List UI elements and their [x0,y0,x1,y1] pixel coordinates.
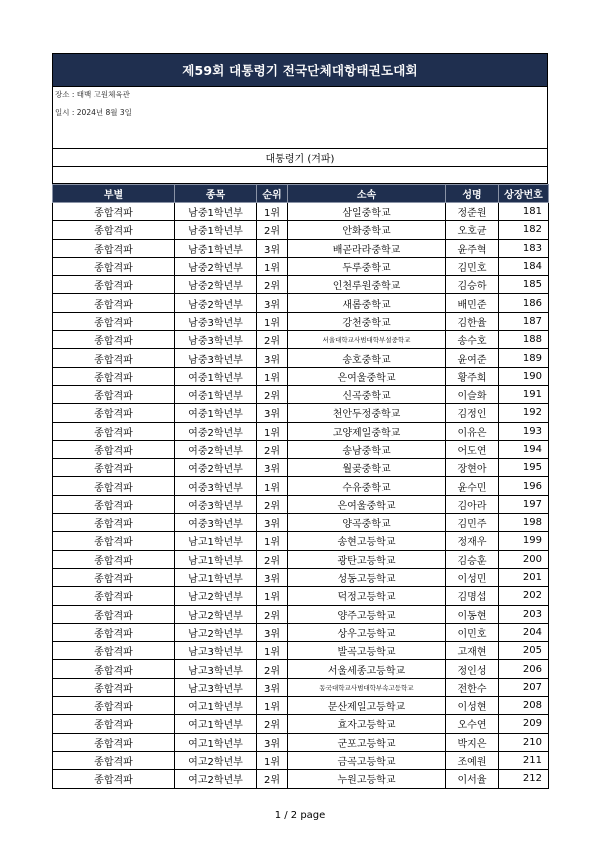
division-cell: 종합격파 [53,312,175,330]
rank-cell: 1위 [257,477,288,495]
rank-cell: 3위 [257,568,288,586]
header-division: 부별 [53,185,175,203]
award-number-cell: 203 [499,605,549,623]
affiliation-cell: 배곧라라중학교 [288,239,446,257]
event-cell: 여고1학년부 [175,697,257,715]
table-row [53,385,549,403]
award-number-cell: 210 [499,733,549,751]
division-cell: 종합격파 [53,587,175,605]
name-cell: 이서율 [446,770,499,788]
name-cell: 이민호 [446,623,499,641]
event-cell: 여중2학년부 [175,440,257,458]
division-cell: 종합격파 [53,495,175,513]
affiliation-cell: 양주고등학교 [288,605,446,623]
event-cell: 남고2학년부 [175,605,257,623]
event-cell: 남중2학년부 [175,257,257,275]
affiliation-cell: 은여울중학교 [288,367,446,385]
event-cell: 여중2학년부 [175,422,257,440]
name-cell: 오호균 [446,221,499,239]
award-number-cell: 192 [499,404,549,422]
table-row [53,733,549,751]
affiliation-cell: 금곡고등학교 [288,751,446,769]
division-cell: 종합격파 [53,422,175,440]
award-number-cell: 182 [499,221,549,239]
rank-cell: 2위 [257,221,288,239]
division-cell: 종합격파 [53,715,175,733]
rank-cell: 1위 [257,697,288,715]
division-cell: 종합격파 [53,239,175,257]
award-number-cell: 212 [499,770,549,788]
division-cell: 종합격파 [53,623,175,641]
award-number-cell: 191 [499,385,549,403]
event-cell: 여중3학년부 [175,514,257,532]
division-cell: 종합격파 [53,203,175,221]
division-cell: 종합격파 [53,257,175,275]
affiliation-cell: 수유중학교 [288,477,446,495]
rank-cell: 3위 [257,514,288,532]
name-cell: 오수연 [446,715,499,733]
table-row [53,459,549,477]
affiliation-cell: 삼일중학교 [288,203,446,221]
affiliation-cell: 발곡고등학교 [288,642,446,660]
name-cell: 김승하 [446,276,499,294]
event-cell: 여중1학년부 [175,404,257,422]
affiliation-cell: 양곡중학교 [288,514,446,532]
affiliation-cell: 송현고등학교 [288,532,446,550]
table-row [53,312,549,330]
award-number-cell: 190 [499,367,549,385]
award-number-cell: 184 [499,257,549,275]
event-cell: 여고1학년부 [175,733,257,751]
affiliation-cell: 신곡중학교 [288,385,446,403]
division-cell: 종합격파 [53,349,175,367]
header-name: 성명 [446,185,499,203]
table-row [53,276,549,294]
rank-cell: 2위 [257,385,288,403]
header-affiliation: 소속 [288,185,446,203]
results-table [52,184,549,789]
rank-cell: 1위 [257,642,288,660]
name-cell: 김명섭 [446,587,499,605]
division-cell: 종합격파 [53,404,175,422]
rank-cell: 2위 [257,276,288,294]
header-event: 종목 [175,185,257,203]
results-sheet [52,53,548,789]
table-row [53,422,549,440]
event-cell: 남중3학년부 [175,349,257,367]
division-cell: 종합격파 [53,678,175,696]
table-row [53,404,549,422]
name-cell: 이유은 [446,422,499,440]
name-cell: 정재우 [446,532,499,550]
award-number-cell: 204 [499,623,549,641]
division-cell: 종합격파 [53,276,175,294]
rank-cell: 2위 [257,331,288,349]
event-cell: 여고1학년부 [175,715,257,733]
table-row [53,514,549,532]
rank-cell: 3위 [257,678,288,696]
division-cell: 종합격파 [53,733,175,751]
rank-cell: 3위 [257,459,288,477]
award-number-cell: 211 [499,751,549,769]
affiliation-cell: 문산제일고등학교 [288,697,446,715]
table-row [53,770,549,788]
division-cell: 종합격파 [53,221,175,239]
affiliation-cell: 효자고등학교 [288,715,446,733]
affiliation-cell: 송호중학교 [288,349,446,367]
affiliation-cell: 고양제일중학교 [288,422,446,440]
rank-cell: 3위 [257,733,288,751]
affiliation-cell: 군포고등학교 [288,733,446,751]
name-cell: 김승훈 [446,550,499,568]
rank-cell: 3위 [257,239,288,257]
table-row [53,678,549,696]
rank-cell: 2위 [257,715,288,733]
event-cell: 여고2학년부 [175,770,257,788]
rank-cell: 2위 [257,550,288,568]
page-indicator: 1 / 2 page [274,810,326,821]
event-cell: 여중3학년부 [175,477,257,495]
rank-cell: 2위 [257,770,288,788]
name-cell: 김민호 [446,257,499,275]
name-cell: 고재현 [446,642,499,660]
table-row [53,367,549,385]
division-cell: 종합격파 [53,568,175,586]
rank-cell: 1위 [257,532,288,550]
rank-cell: 3위 [257,404,288,422]
affiliation-cell: 새롬중학교 [288,294,446,312]
table-row [53,239,549,257]
division-cell: 종합격파 [53,642,175,660]
table-row [53,294,549,312]
spacer-row [52,167,548,184]
affiliation-cell: 인천루원중학교 [288,276,446,294]
event-cell: 남고1학년부 [175,550,257,568]
name-cell: 김정인 [446,404,499,422]
date-text: 일시 : 2024년 8월 3일 [55,108,132,117]
table-row [53,697,549,715]
name-cell: 정준원 [446,203,499,221]
name-cell: 정인성 [446,660,499,678]
award-number-cell: 183 [499,239,549,257]
affiliation-cell: 서울세종고등학교 [288,660,446,678]
name-cell: 윤여준 [446,349,499,367]
rank-cell: 3위 [257,623,288,641]
table-row [53,550,549,568]
name-cell: 이성민 [446,568,499,586]
rank-cell: 2위 [257,605,288,623]
event-info [52,87,548,149]
rank-cell: 2위 [257,440,288,458]
rank-cell: 1위 [257,422,288,440]
award-number-cell: 209 [499,715,549,733]
award-number-cell: 189 [499,349,549,367]
award-number-cell: 194 [499,440,549,458]
event-cell: 남고2학년부 [175,587,257,605]
table-row [53,203,549,221]
affiliation-cell: 은여울중학교 [288,495,446,513]
name-cell: 이슬화 [446,385,499,403]
affiliation-cell: 동국대학교사범대학부속고등학교 [288,678,446,696]
name-cell: 장현아 [446,459,499,477]
award-number-cell: 193 [499,422,549,440]
table-row [53,623,549,641]
affiliation-cell: 광탄고등학교 [288,550,446,568]
award-number-cell: 197 [499,495,549,513]
award-number-cell: 188 [499,331,549,349]
affiliation-cell: 서울대학교사범대학부설중학교 [288,331,446,349]
document-title: 제59회 대통령기 전국단체대항태권도대회 [52,53,548,87]
table-row [53,642,549,660]
affiliation-cell: 월곶중학교 [288,459,446,477]
table-row [53,587,549,605]
rank-cell: 1위 [257,312,288,330]
event-cell: 여중1학년부 [175,367,257,385]
rank-cell: 2위 [257,495,288,513]
affiliation-cell: 안화중학교 [288,221,446,239]
affiliation-cell: 덕정고등학교 [288,587,446,605]
event-cell: 남중1학년부 [175,239,257,257]
event-cell: 여중1학년부 [175,385,257,403]
affiliation-cell: 송남중학교 [288,440,446,458]
award-number-cell: 187 [499,312,549,330]
rank-cell: 1위 [257,367,288,385]
event-cell: 남중2학년부 [175,294,257,312]
award-number-cell: 207 [499,678,549,696]
event-cell: 남중2학년부 [175,276,257,294]
table-row [53,331,549,349]
division-cell: 종합격파 [53,697,175,715]
division-cell: 종합격파 [53,532,175,550]
rank-cell: 1위 [257,751,288,769]
table-row [53,532,549,550]
header-rank: 순위 [257,185,288,203]
table-row [53,495,549,513]
award-number-cell: 202 [499,587,549,605]
table-row [53,477,549,495]
name-cell: 이성현 [446,697,499,715]
event-cell: 남고1학년부 [175,568,257,586]
event-cell: 여중2학년부 [175,459,257,477]
event-cell: 남고3학년부 [175,678,257,696]
division-cell: 종합격파 [53,477,175,495]
rank-cell: 2위 [257,660,288,678]
division-cell: 종합격파 [53,751,175,769]
event-cell: 남중3학년부 [175,331,257,349]
table-row [53,440,549,458]
table-row [53,349,549,367]
event-cell: 남중3학년부 [175,312,257,330]
division-cell: 종합격파 [53,550,175,568]
division-cell: 종합격파 [53,459,175,477]
affiliation-cell: 상우고등학교 [288,623,446,641]
name-cell: 김아라 [446,495,499,513]
division-cell: 종합격파 [53,660,175,678]
event-cell: 여고2학년부 [175,751,257,769]
award-number-cell: 205 [499,642,549,660]
table-row [53,660,549,678]
award-number-cell: 200 [499,550,549,568]
award-number-cell: 206 [499,660,549,678]
table-row [53,221,549,239]
division-cell: 종합격파 [53,605,175,623]
section-subtitle: 대통령기 (겨파) [52,149,548,167]
event-cell: 남고2학년부 [175,623,257,641]
affiliation-cell: 천안두정중학교 [288,404,446,422]
event-cell: 남중1학년부 [175,203,257,221]
rank-cell: 1위 [257,587,288,605]
table-header-row [53,185,549,203]
rank-cell: 1위 [257,203,288,221]
name-cell: 조예원 [446,751,499,769]
header-award-number: 상장번호 [499,185,549,203]
event-cell: 남중1학년부 [175,221,257,239]
name-cell: 박지은 [446,733,499,751]
name-cell: 송수호 [446,331,499,349]
event-cell: 여중3학년부 [175,495,257,513]
division-cell: 종합격파 [53,514,175,532]
event-cell: 남고3학년부 [175,642,257,660]
division-cell: 종합격파 [53,294,175,312]
name-cell: 김한율 [446,312,499,330]
award-number-cell: 185 [499,276,549,294]
name-cell: 황주희 [446,367,499,385]
name-cell: 이동현 [446,605,499,623]
rank-cell: 3위 [257,349,288,367]
division-cell: 종합격파 [53,770,175,788]
award-number-cell: 196 [499,477,549,495]
division-cell: 종합격파 [53,440,175,458]
award-number-cell: 201 [499,568,549,586]
affiliation-cell: 성동고등학교 [288,568,446,586]
award-number-cell: 208 [499,697,549,715]
rank-cell: 1위 [257,257,288,275]
event-cell: 남고1학년부 [175,532,257,550]
table-row [53,257,549,275]
award-number-cell: 186 [499,294,549,312]
name-cell: 윤주혁 [446,239,499,257]
division-cell: 종합격파 [53,385,175,403]
name-cell: 전한수 [446,678,499,696]
award-number-cell: 199 [499,532,549,550]
name-cell: 배민준 [446,294,499,312]
affiliation-cell: 두루중학교 [288,257,446,275]
division-cell: 종합격파 [53,367,175,385]
affiliation-cell: 누원고등학교 [288,770,446,788]
award-number-cell: 195 [499,459,549,477]
affiliation-cell: 강천중학교 [288,312,446,330]
table-row [53,715,549,733]
rank-cell: 3위 [257,294,288,312]
name-cell: 윤수민 [446,477,499,495]
table-row [53,605,549,623]
award-number-cell: 181 [499,203,549,221]
table-row [53,568,549,586]
table-row [53,751,549,769]
event-cell: 남고3학년부 [175,660,257,678]
name-cell: 김민주 [446,514,499,532]
venue-text: 장소 : 태백 고원체육관 [55,90,130,99]
name-cell: 어도연 [446,440,499,458]
award-number-cell: 198 [499,514,549,532]
division-cell: 종합격파 [53,331,175,349]
